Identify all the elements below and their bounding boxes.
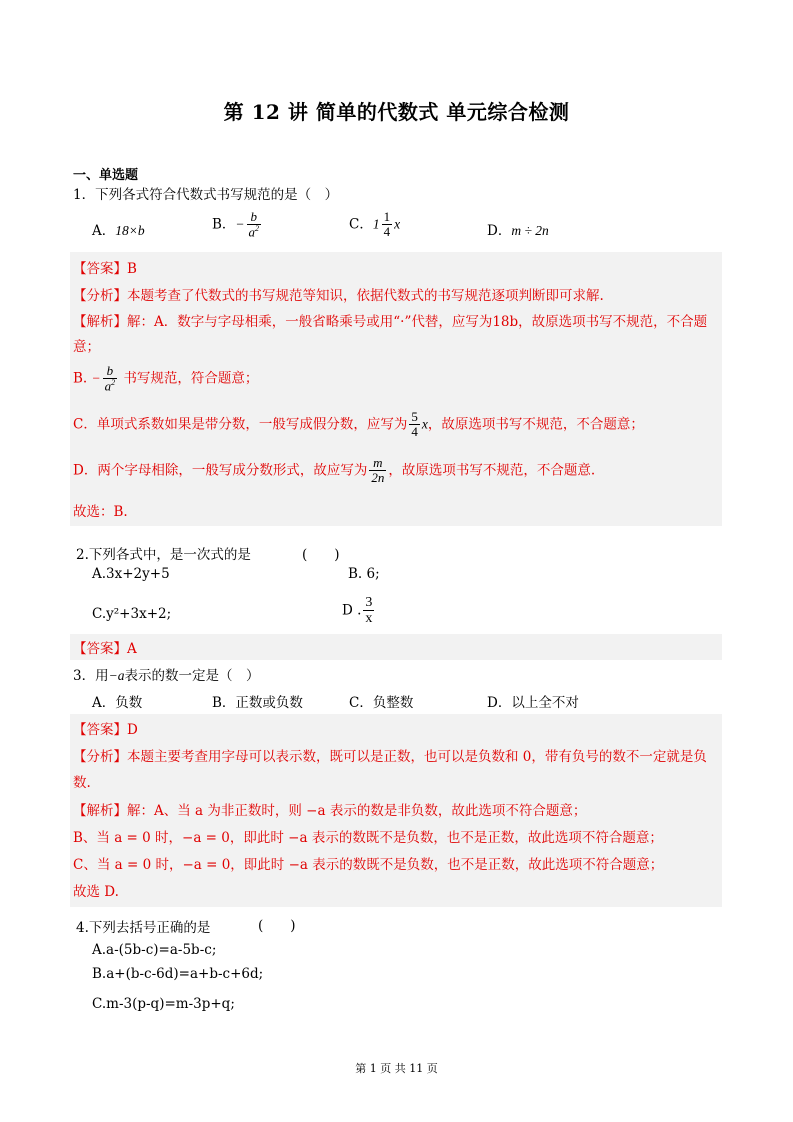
q1-option-c: C．1 $\frac{1}{4}$ x xyxy=(349,209,401,240)
q1-solution-d: D．两个字母相除，一般写成分数形式，故应写为 $\frac{m}{2n}$ ，故原选项书写不规范，不合题意. xyxy=(73,455,596,486)
page-title: 第 12 讲 简单的代数式 单元综合检测 xyxy=(223,100,570,124)
q1-c-label: C． xyxy=(349,216,373,233)
q3-option-b: B．正数或负数 xyxy=(212,695,303,711)
q2-option-b: B. 6; xyxy=(348,566,380,582)
q4-paren: ( ) xyxy=(258,918,296,934)
q1-a-math: 18×b xyxy=(115,223,145,238)
q1-stem: 1．下列各式符合代数式书写规范的是（ ） xyxy=(73,187,339,203)
q1-solution-line1: 【解析】解：A．数字与字母相乘，一般省略乘号或用“·”代替，应写为18b，故原选项书写不规范，不合题 xyxy=(73,314,708,330)
section-heading: 一、单选题 xyxy=(73,168,139,183)
q1-d-math: m ÷ 2n xyxy=(511,223,549,238)
q3-solution-b: B、当 a = 0 时，−a = 0，即此时 −a 表示的数既不是负数，也不是正数，故此选项不符合题意； xyxy=(73,830,663,846)
q1-c-fraction: $\frac{1}{4}$ xyxy=(383,209,391,240)
q1-option-b xyxy=(212,210,263,240)
q1-sol-d-fraction: $\frac{m}{2n}$ xyxy=(371,455,385,486)
q3-answer: 【答案】D xyxy=(73,722,138,738)
q1-solution-b: B. − $\frac{b}{a^2}$ 书写规范，符合题意； xyxy=(73,363,259,394)
q1-solution-line1b: 意； xyxy=(73,339,100,355)
q1-option-a xyxy=(92,219,145,239)
q1-b-minus: − xyxy=(235,216,245,232)
q3-stem: 3．用−a表示的数一定是（ ） xyxy=(73,668,260,684)
q2-option-d: D . $\frac{3}{x}$ xyxy=(342,595,373,627)
q4-option-b: B.a+(b-c-6d)=a+b-c+6d; xyxy=(92,966,264,982)
q4-option-a: A.a-(5b-c)=a-5b-c; xyxy=(92,942,217,958)
q2-answer-box xyxy=(70,634,722,660)
q3-solution-c: C、当 a = 0 时，−a = 0，即此时 −a 表示的数既不是负数，也不是正数，故此选项不符合题意； xyxy=(73,857,664,873)
q1-b-fraction: $\frac{b}{a^2}$ xyxy=(248,209,260,240)
q3-choose: 故选 D. xyxy=(73,884,119,900)
q2-option-c: C.y²+3x+2; xyxy=(92,606,172,622)
q1-sol-c-fraction: $\frac{5}{4}$ xyxy=(411,409,418,440)
q2-option-a: A.3x+2y+5 xyxy=(92,566,170,582)
q1-d-label: D． xyxy=(487,223,512,239)
q4-option-c: C.m-3(p-q)=m-3p+q; xyxy=(92,996,235,1012)
q1-analysis: 【分析】本题考查了代数式的书写规范等知识，依据代数式的书写规范逐项判断即可求解. xyxy=(73,288,604,304)
q2-stem: 2.下列各式中，是一次式的是 xyxy=(76,547,251,563)
q1-choose: 故选：B. xyxy=(73,504,128,520)
q2-answer: 【答案】A xyxy=(73,641,137,657)
q3-analysis-1: 【分析】本题主要考查用字母可以表示数，既可以是正数，也可以是负数和 0，带有负号的数不一定就是负 xyxy=(73,749,707,765)
q1-answer: 【答案】B xyxy=(73,261,137,277)
page-footer: 第 1 页 共 11 页 xyxy=(355,1062,438,1075)
q1-sol-b-fraction: $\frac{b}{a^2}$ xyxy=(104,363,116,394)
q2-paren: ( ) xyxy=(302,547,340,563)
q4-stem: 4.下列去括号正确的是 xyxy=(76,920,211,936)
q1-b-label: B． xyxy=(212,216,236,233)
q1-solution-c: C．单项式系数如果是带分数，一般写成假分数，应写为 $\frac{5}{4}$ x，故原选项书写不规范，不合题意； xyxy=(73,409,644,440)
q2-d-fraction: $\frac{3}{x}$ xyxy=(365,595,373,627)
q3-solution-a: 【解析】解：A、当 a 为非正数时，则 −a 表示的数是非负数，故此选项不符合题意； xyxy=(73,803,587,819)
q3-option-a: A．负数 xyxy=(92,695,143,711)
q3-option-d: D．以上全不对 xyxy=(487,695,579,711)
q3-analysis-2: 数. xyxy=(73,775,91,791)
q3-option-c: C．负整数 xyxy=(349,695,414,711)
q1-option-d xyxy=(487,219,549,239)
q1-a-label: A． xyxy=(92,223,116,239)
